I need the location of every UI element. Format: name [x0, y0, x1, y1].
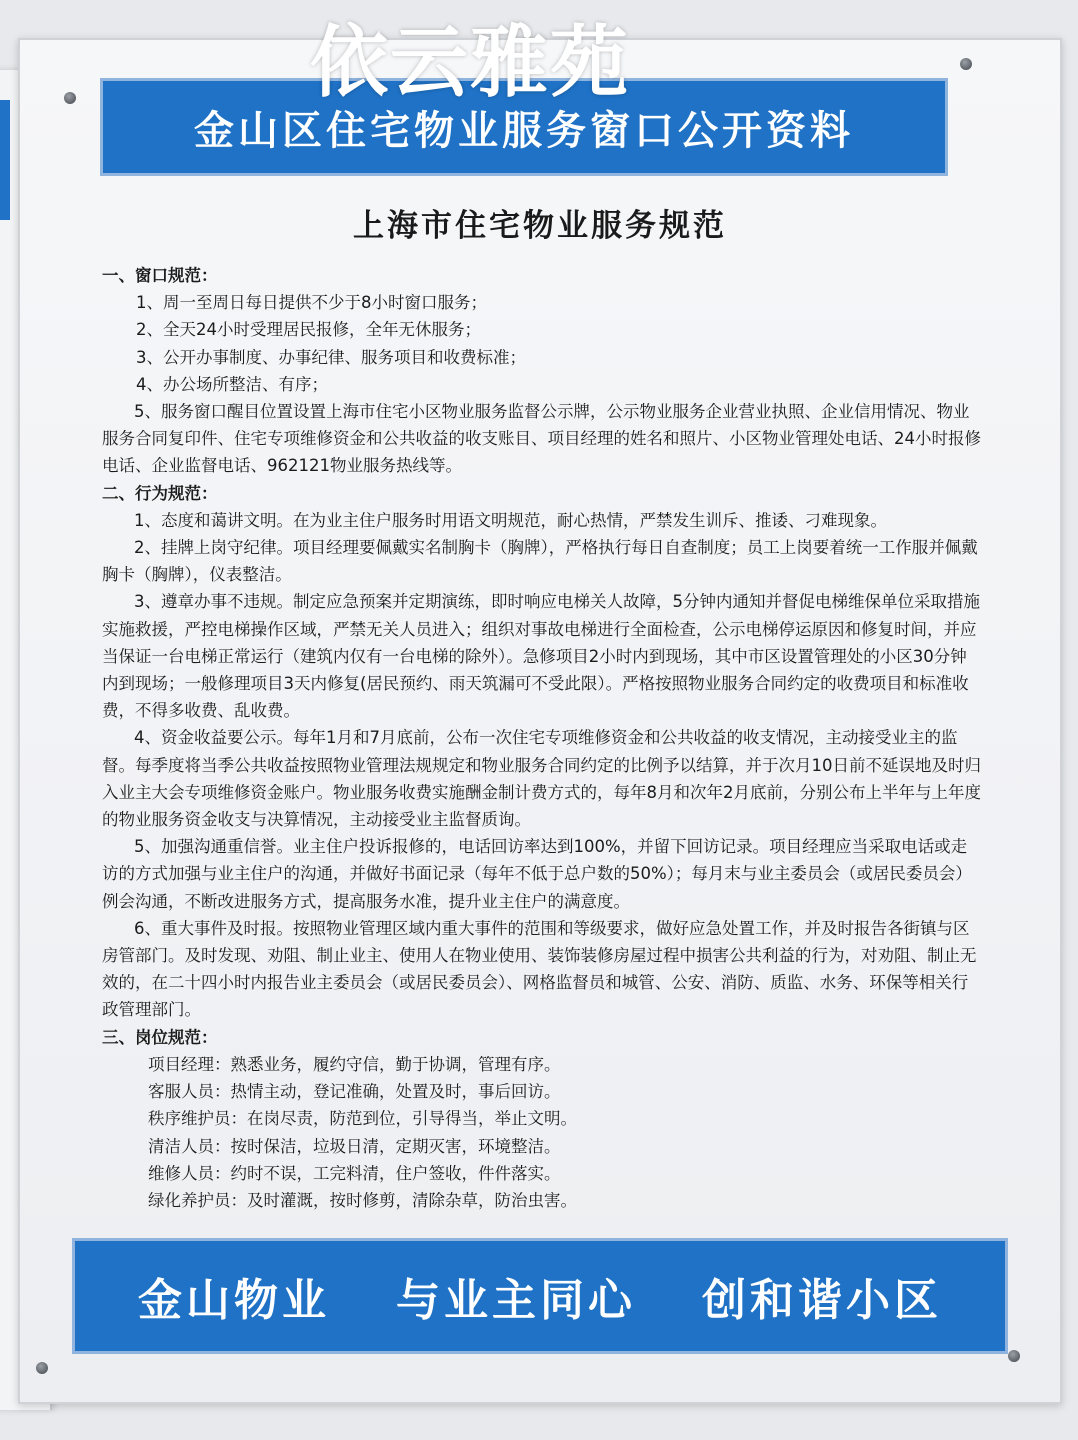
screw-top-left: [64, 92, 76, 104]
header-banner: 金山区住宅物业服务窗口公开资料: [100, 78, 948, 176]
document-title: 上海市住宅物业服务规范: [353, 208, 727, 244]
list-item: 1、周一至周日每日提供不少于8小时窗口服务；: [136, 293, 487, 313]
list-item: 2、挂牌上岗守纪律。项目经理要佩戴实名制胸卡（胸牌），严格执行每日自查制度；员工上岗要着统一工作服并佩戴胸卡（胸牌），仪表整洁。: [102, 538, 978, 585]
list-item: 项目经理：熟悉业务，履约守信，勤于协调，管理有序。: [148, 1054, 561, 1074]
list-item: 秩序维护员：在岗尽责，防范到位，引导得当，举止文明。: [148, 1109, 577, 1129]
section-heading: 三、岗位规范：: [102, 1027, 218, 1047]
section-heading: 二、行为规范：: [102, 483, 218, 503]
list-item: 客服人员：热情主动，登记准确，处置及时，事后回访。: [148, 1082, 561, 1102]
notice-board: [18, 38, 1062, 1404]
footer-slogan-part: 与业主同心: [396, 1275, 636, 1326]
screw-bottom-left: [36, 1362, 48, 1374]
footer-banner: [72, 1238, 1008, 1354]
list-item: 5、服务窗口醒目位置设置上海市住宅小区物业服务监督公示牌，公示物业服务企业营业执照、企业信用情况、物业服务合同复印件、住宅专项维修资金和公共收益的收支账目、项目经理的姓名和照片、小区物业管理处电话、24小时报修电话、企业监督电话、962121物业服务热线等。: [102, 402, 981, 476]
list-item: 5、加强沟通重信誉。业主住户投诉报修的，电话回访率达到100%，并留下回访记录。项目经理应当采取电话或走访的方式加强与业主住户的沟通，并做好书面记录（每年不低于总户数的50%）；每月末与业主委员会（或居民委员会）例会沟通，不断改进服务方式，提高服务水准，提升业主住户的满意度。: [102, 837, 972, 911]
list-item: 绿化养护员：及时灌溉，按时修剪，清除杂草，防治虫害。: [148, 1190, 577, 1210]
adjacent-board-blue-strip: [0, 100, 10, 220]
list-item: 2、全天24小时受理居民报修，全年无休服务；: [136, 320, 481, 340]
list-item: 3、遵章办事不违规。制定应急预案并定期演练，即时响应电梯关人故障，5分钟内通知并督促电梯维保单位采取措施实施救援，严控电梯操作区域，严禁无关人员进入；组织对事故电梯进行全面检查，公示电梯停运原因和修复时间，并应当保证一台电梯正常运行（建筑内仅有一台电梯的除外）。急修项目2小时内到现场，其中市区设置管理处的小区30分钟内到现场；一般修理项目3天内修复(居民预约、雨天筑漏可不受此限）。严格按照物业服务合同约定的收费项目和标准收费，不得多收费、乱收费。: [102, 592, 980, 721]
footer-slogan-part: 金山物业: [138, 1275, 330, 1326]
screw-top-right: [960, 58, 972, 70]
watermark-text: 依云雅苑: [310, 18, 631, 108]
footer-slogan-part: 创和谐小区: [702, 1275, 942, 1326]
list-item: 清洁人员：按时保洁，垃圾日清，定期灭害，环境整洁。: [148, 1136, 561, 1156]
screw-bottom-right: [1008, 1350, 1020, 1362]
list-item: 6、重大事件及时报。按照物业管理区域内重大事件的范围和等级要求，做好应急处置工作，并及时报告各街镇与区房管部门。及时发现、劝阻、制止业主、使用人在物业使用、装饰装修房屋过程中损害公共利益的行为，对劝阻、制止无效的，在二十四小时内报告业主委员会（或居民委员会）、网格监督员和城管、公安、消防、质监、水务、环保等相关行政管理部门。: [102, 918, 977, 1020]
list-item: 4、办公场所整洁、有序；: [136, 374, 328, 394]
section-heading: 一、窗口规范：: [102, 266, 218, 285]
list-item: 1、态度和蔼讲文明。在为业主住户服务时用语文明规范，耐心热情，严禁发生训斥、推诿、刁难现象。: [134, 510, 887, 530]
regulation-text: [102, 262, 982, 1214]
list-item: 维修人员：约时不误，工完料清，住户签收，件件落实。: [148, 1163, 561, 1183]
list-item: 3、公开办事制度、办事纪律、服务项目和收费标准；: [136, 347, 526, 367]
list-item: 4、资金收益要公示。每年1月和7月底前，公布一次住宅专项维修资金和公共收益的收支情况，主动接受业主的监督。每季度将当季公共收益按照物业管理法规规定和物业服务合同约定的比例予以结算，并于次月10日前不延误地及时归入业主大会专项维修资金账户。物业服务收费实施酬金制计费方式的，每年8月和次年2月底前，分别公布上半年与上年度的物业服务资金收支与决算情况，主动接受业主监督质询。: [102, 728, 981, 830]
